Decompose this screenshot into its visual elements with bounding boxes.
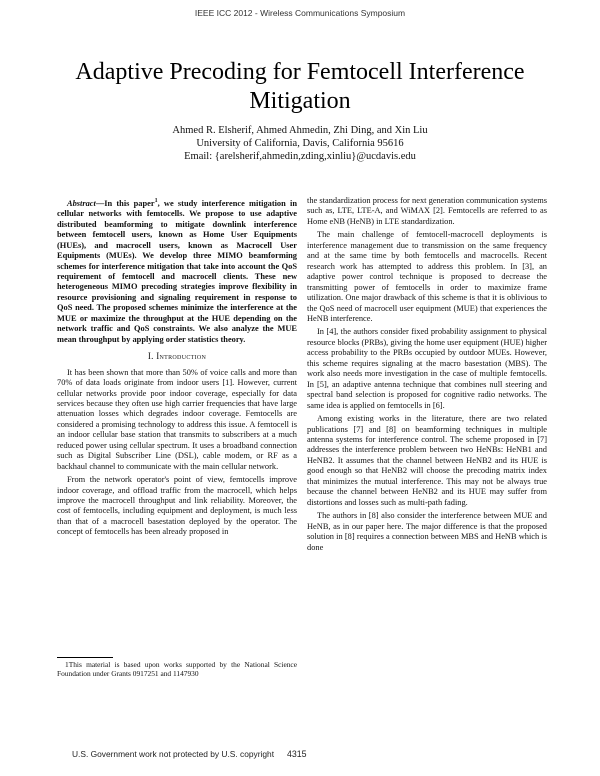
section-heading-introduction: I. Introduction xyxy=(147,351,207,362)
abstract-label: Abstract xyxy=(67,198,96,208)
intro-paragraph: It has been shown that more than 50% of voice calls and more than 70% of data loads originate from indoor users [1]. However, current cellular networks provide poor indoor coverage, especially for data services because they often use high carrier frequencies that have large attenuation losses which degrades indoor coverage. Femtocells are considered a promising technology to address this issue. A femtocell is an indoor cellular base station that transmits to subscribers at a much reduced power using cellular spectrum. It uses a broadband connection such as Digital Subscriber Line (DSL), cable modem, or RF as a backhaul channel to communicate with the main cellular network. xyxy=(57,367,297,471)
author-affiliation: University of California, Davis, California 95616 xyxy=(196,138,404,149)
conference-header: IEEE ICC 2012 - Wireless Communications Symposium xyxy=(194,8,406,18)
intro-paragraph: The main challenge of femtocell-macrocell deployments is interference management due to transmission on the same frequency and at the same time by both femtocells and macrocells. Recent research work has attempted to address this problem. In [3], an adaptive power control technique is proposed to decrease the transmitting power of femtocells in order to maximize frame utilization. One major drawback of this scheme is that it is oblivious to the QoS need of macrocell user equipment (MUE) that experiences the HeNB interference. xyxy=(307,230,547,323)
left-column xyxy=(57,196,297,541)
abstract-text-b: , we study interference mitigation in cellular networks with femtocells. We propose to use adaptive distributed beamforming to mitigate downlink interference between femtocell users, known as Home User Equipments (HUEs), and macrocell users, known as Macrocell User Equipments (MUEs). We develop three MIMO beamforming schemes for interference mitigation that take into account the QoS requirement of femtocell and macrocell clients. These new heterogeneous MIMO precoding strategies improve flexibility in resource provisioning and signaling requirement in response to QoS need. The proposed schemes minimize the interference at the MUE or maximize the throughput at the HUE depending on the network traffic and QoS constraints. We also analyze the MUE mean throughput by applying order statistics theory. xyxy=(57,198,297,344)
intro-paragraph: Among existing works in the literature, there are two related publications [7] and [8] on beamforming techniques in multiple antenna systems for interference control. The scheme proposed in [7] addresses the interference problem between two HeNBs: HeNB1 and HeNB2. It assumes that the channel between HeNB2 and its HUE is good enough so that HeNB2 will choose the precoding matrix index that minimizes the mutual interference. This may not be always true because the channel between HeNB2 and its HUE may suffer from distortions and losses such as multi-path fading. xyxy=(307,414,547,507)
footnote-mark: 1 xyxy=(154,198,158,204)
abstract-dash: — xyxy=(95,198,105,208)
intro-paragraph: From the network operator's point of view, femtocells improve indoor coverage, and offload traffic from the macrocell, which helps improve the macrocell throughput and link reliability. Moreover, the cost of femtocells, including equipment and deployment, is much less than that of a macrocell basestation deployed by the operator. The concept of femtocells has been already proposed in xyxy=(57,475,297,537)
paper-title: Adaptive Precoding for Femtocell Interference Mitigation xyxy=(75,59,525,114)
right-column xyxy=(307,196,547,556)
intro-paragraph: In [4], the authors consider fixed probability assignment to physical resource blocks (PRBs), giving the home user equipment (HUE) higher access probability to the PRBs occupied by outdoor MUEs. However, this scheme requires signaling at the macro basestation (MBS). The work also needs more investigation in the case of multiple femtocells. In [5], an adaptive antenna technique that combines null steering and spectral band selection is proposed for cognitive radio networks. The same idea is applied on femtocells in [6]. xyxy=(307,327,547,410)
intro-paragraph: the standardization process for next generation communication systems such as, LTE, LTE-A, and WiMAX [2]. Femtocells are referred to as Home eNB (HeNB) in LTE standardization. xyxy=(307,196,547,226)
footer-copyright: U.S. Government work not protected by U.S. copyright xyxy=(72,749,275,759)
author-names: Ahmed R. Elsherif, Ahmed Ahmedin, Zhi Ding, and Xin Liu xyxy=(172,125,428,136)
abstract-text-a: In this paper xyxy=(104,198,155,208)
footnote: 1This material is based upon works supported by the National Science Foundation under Grants 0917251 and 1147930 xyxy=(57,660,297,678)
author-email: Email: {arelsherif,ahmedin,zding,xinliu}@ucdavis.edu xyxy=(184,151,416,162)
intro-paragraph: The authors in [8] also consider the interference between MUE and HeNB, as in our paper here. The major difference is that the proposed solution in [8] requires a connection between MBS and HeNB which is done xyxy=(307,511,547,552)
author-block xyxy=(0,124,600,163)
page-number: 4315 xyxy=(287,749,307,759)
abstract xyxy=(57,196,297,345)
footnote-rule xyxy=(57,657,113,658)
